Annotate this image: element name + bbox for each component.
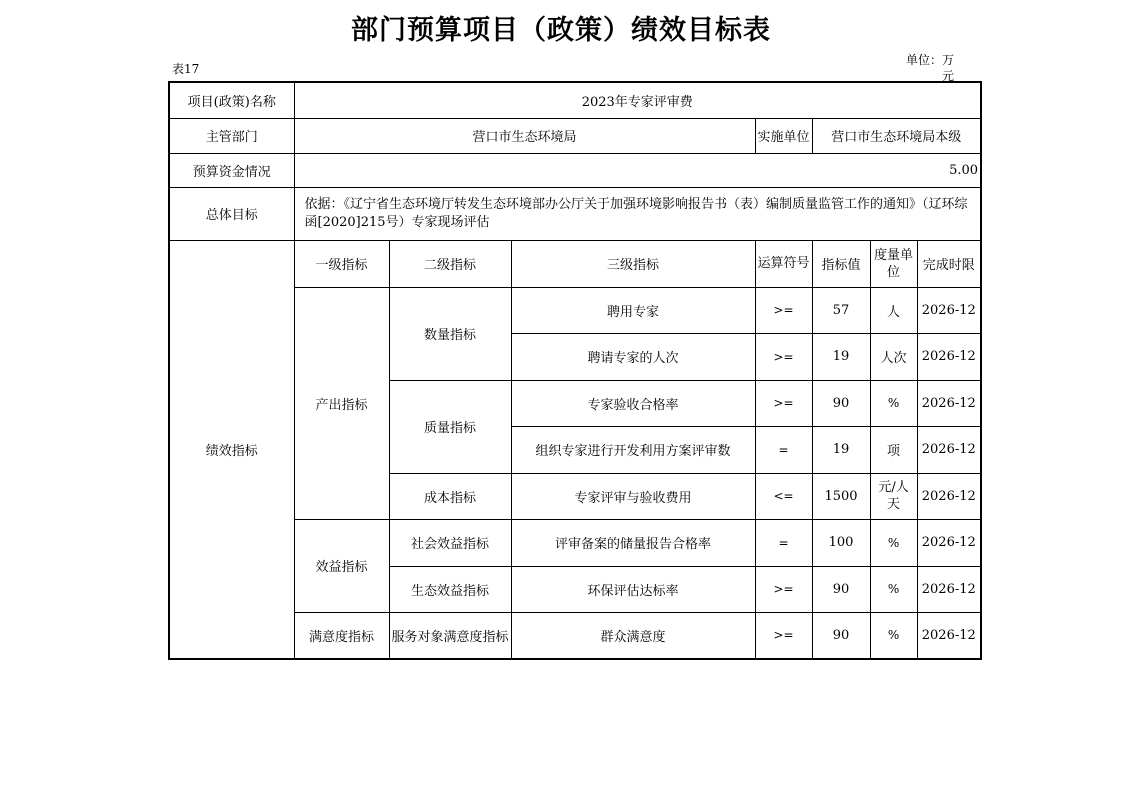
- indicator-unit: %: [870, 566, 917, 612]
- indicator-unit: %: [870, 612, 917, 659]
- project-name-row: [169, 82, 981, 118]
- indicator-deadline: 2026-12: [917, 426, 981, 473]
- indicator-operator: >=: [755, 566, 812, 612]
- indicator-name: 组织专家进行开发利用方案评审数: [511, 426, 755, 473]
- department-row: [169, 118, 981, 153]
- department-value: 营口市生态环境局: [294, 118, 755, 153]
- indicator-deadline: 2026-12: [917, 519, 981, 566]
- indicator-value: 57: [812, 287, 870, 333]
- indicator-operator: =: [755, 519, 812, 566]
- indicator-unit: 人: [870, 287, 917, 333]
- indicator-value: 100: [812, 519, 870, 566]
- indicator-unit: 元/人天: [870, 473, 917, 519]
- budget-row: [169, 153, 981, 187]
- indicator-deadline: 2026-12: [917, 333, 981, 380]
- indicator-operator: =: [755, 426, 812, 473]
- indicator-header-row: [169, 240, 981, 287]
- indicator-unit: %: [870, 519, 917, 566]
- indicator-value: 19: [812, 426, 870, 473]
- subgroup-service-text: 服务对象满意度指标: [391, 629, 509, 645]
- group-output: 产出指标: [294, 287, 389, 519]
- indicator-unit: %: [870, 380, 917, 426]
- implementing-unit-label: 实施单位: [755, 118, 812, 153]
- implementing-unit-value: 营口市生态环境局本级: [812, 118, 981, 153]
- indicator-deadline: 2026-12: [917, 380, 981, 426]
- indicator-operator: >=: [755, 612, 812, 659]
- subgroup-quality: 质量指标: [389, 380, 511, 473]
- indicator-name: 评审备案的储量报告合格率: [511, 519, 755, 566]
- col-level3-header: 三级指标: [511, 240, 755, 287]
- indicator-name: 环保评估达标率: [511, 566, 755, 612]
- col-unit-header: 度量单位: [870, 240, 917, 287]
- indicator-unit: 人次: [870, 333, 917, 380]
- indicator-value: 19: [812, 333, 870, 380]
- indicator-deadline: 2026-12: [917, 566, 981, 612]
- indicator-deadline: 2026-12: [917, 473, 981, 519]
- indicators-section-label: 绩效指标: [169, 240, 294, 659]
- indicator-name: 专家验收合格率: [511, 380, 755, 426]
- indicator-name: 专家评审与验收费用: [511, 473, 755, 519]
- performance-target-table: [168, 81, 982, 660]
- col-value-header: 指标值: [812, 240, 870, 287]
- subgroup-cost: 成本指标: [389, 473, 511, 519]
- unit-label: 单位：万元: [905, 53, 954, 83]
- indicator-value: 90: [812, 612, 870, 659]
- project-name-value: 2023年专家评审费: [294, 82, 981, 118]
- overall-goal-text: 依据：《辽宁省生态环境厅转发生态环境部办公厅关于加强环境影响报告书（表）编制质量监管工作的通知》（辽环综函[2020]215号）专家现场评估: [294, 187, 981, 240]
- project-name-label: 项目(政策)名称: [169, 82, 294, 118]
- subgroup-eco: 生态效益指标: [389, 566, 511, 612]
- indicator-unit: 项: [870, 426, 917, 473]
- budget-label: 预算资金情况: [169, 153, 294, 187]
- department-label: 主管部门: [169, 118, 294, 153]
- indicator-operator: <=: [755, 473, 812, 519]
- table-number: 表17: [172, 62, 200, 76]
- indicator-name: 聘请专家的人次: [511, 333, 755, 380]
- indicator-operator: >=: [755, 333, 812, 380]
- indicator-name: 群众满意度: [511, 612, 755, 659]
- indicator-value: 90: [812, 380, 870, 426]
- col-level1-header: 一级指标: [294, 240, 389, 287]
- indicator-value: 90: [812, 566, 870, 612]
- page-title: 部门预算项目（政策）绩效目标表: [351, 15, 771, 46]
- budget-value: 5.00: [294, 153, 981, 187]
- group-benefit: 效益指标: [294, 519, 389, 612]
- subgroup-social: 社会效益指标: [389, 519, 511, 566]
- col-deadline-header: 完成时限: [917, 240, 981, 287]
- indicator-deadline: 2026-12: [917, 287, 981, 333]
- indicator-value: 1500: [812, 473, 870, 519]
- subgroup-service: [389, 612, 511, 659]
- col-operator-header: 运算符号: [755, 240, 812, 287]
- overall-goal-label: 总体目标: [169, 187, 294, 240]
- group-satisfaction: 满意度指标: [294, 612, 389, 659]
- overall-goal-row: [169, 187, 981, 240]
- subgroup-quantity: 数量指标: [389, 287, 511, 380]
- indicator-deadline: 2026-12: [917, 612, 981, 659]
- col-level2-header: 二级指标: [389, 240, 511, 287]
- indicator-operator: >=: [755, 287, 812, 333]
- indicator-name: 聘用专家: [511, 287, 755, 333]
- indicator-operator: >=: [755, 380, 812, 426]
